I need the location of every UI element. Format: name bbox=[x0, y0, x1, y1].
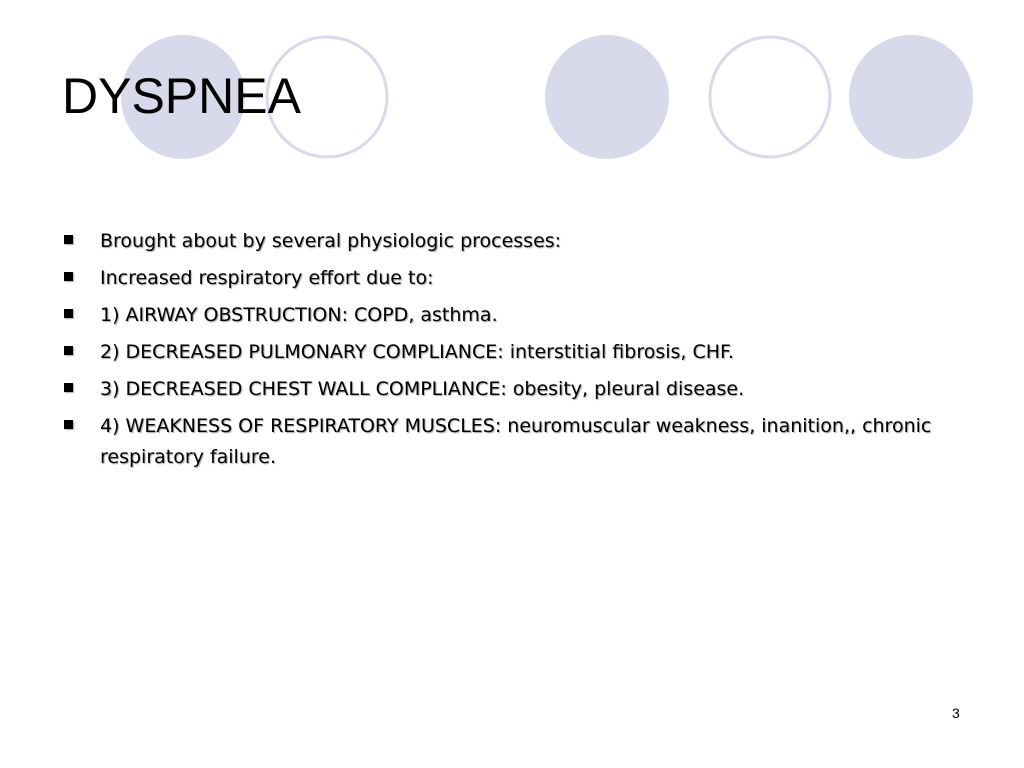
bullet-text: Increased respiratory effort due to: bbox=[100, 267, 434, 289]
bullet-text: 3) DECREASED CHEST WALL COMPLIANCE: obesity, pleural disease. bbox=[100, 378, 745, 400]
bullet-text: Brought about by several physiologic processes: bbox=[100, 230, 562, 252]
square-bullet-icon bbox=[64, 309, 73, 318]
bullet-item bbox=[62, 374, 962, 405]
bullet-item bbox=[62, 300, 962, 331]
bullet-item bbox=[62, 263, 962, 294]
square-bullet-icon bbox=[64, 346, 73, 355]
decor-circle-filled-3 bbox=[849, 35, 973, 159]
square-bullet-icon bbox=[64, 420, 73, 429]
bullet-item bbox=[62, 411, 962, 473]
decor-circle-filled-2 bbox=[545, 35, 669, 159]
page-number: 3 bbox=[952, 705, 960, 721]
square-bullet-icon bbox=[64, 272, 73, 281]
bullet-text: 1) AIRWAY OBSTRUCTION: COPD, asthma. bbox=[100, 304, 498, 326]
square-bullet-icon bbox=[64, 383, 73, 392]
bullet-item bbox=[62, 226, 962, 257]
bullet-text: 2) DECREASED PULMONARY COMPLIANCE: interstitial fibrosis, CHF. bbox=[100, 341, 734, 363]
bullet-text: 4) WEAKNESS OF RESPIRATORY MUSCLES: neuromuscular weakness, inanition,, chronic respiratory failure. bbox=[100, 415, 932, 468]
bullet-item bbox=[62, 337, 962, 368]
square-bullet-icon bbox=[64, 235, 73, 244]
decor-circle-outline-2 bbox=[710, 37, 830, 157]
bullet-list bbox=[62, 226, 962, 479]
slide-title: DYSPNEA bbox=[62, 68, 301, 124]
